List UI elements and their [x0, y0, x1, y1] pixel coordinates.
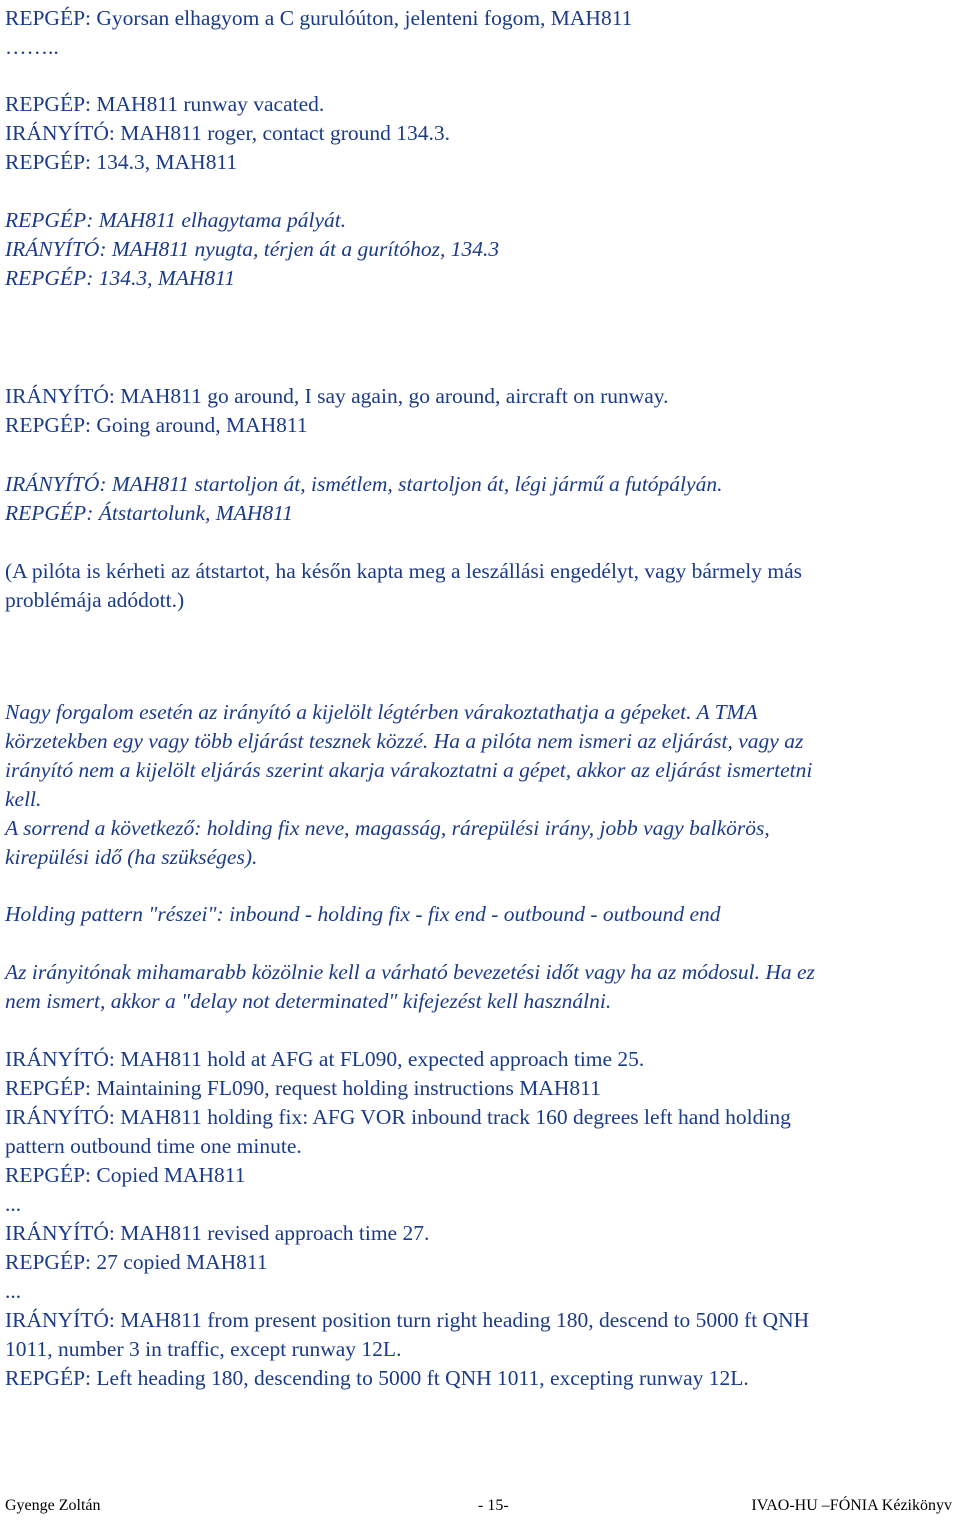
text-line: 1011, number 3 in traffic, except runway 12L.	[5, 1337, 402, 1361]
text-line: irányító nem a kijelölt eljárás szerint akarja várakoztatni a gépet, akkor az eljárást ismertetni	[5, 758, 813, 782]
text-line: IRÁNYÍTÓ: MAH811 hold at AFG at FL090, expected approach time 25.	[5, 1047, 645, 1071]
text-line: ...	[5, 1279, 22, 1303]
footer-author: Gyenge Zoltán	[5, 1497, 101, 1514]
text-line: kell.	[5, 787, 42, 811]
text-line: REPGÉP: Copied MAH811	[5, 1163, 246, 1187]
footer-page-number: - 15-	[478, 1497, 509, 1514]
text-line: REPGÉP: 27 copied MAH811	[5, 1250, 268, 1274]
text-line: Nagy forgalom esetén az irányító a kijelölt légtérben várakoztathatja a gépeket. A TMA	[5, 700, 758, 724]
text-line: REPGÉP: Átstartolunk, MAH811	[5, 501, 294, 525]
footer-title: IVAO-HU –FÓNIA Kézikönyv	[751, 1497, 952, 1514]
text-line: IRÁNYÍTÓ: MAH811 startoljon át, ismétlem, startoljon át, légi jármű a futópályán.	[5, 472, 723, 496]
text-line: IRÁNYÍTÓ: MAH811 revised approach time 27.	[5, 1221, 430, 1245]
text-line: REPGÉP: 134.3, MAH811	[5, 266, 236, 290]
text-line: IRÁNYÍTÓ: MAH811 holding fix: AFG VOR inbound track 160 degrees left hand holding	[5, 1105, 791, 1129]
text-line: A sorrend a következő: holding fix neve, magasság, rárepülési irány, jobb vagy balkörös,	[5, 816, 770, 840]
text-line: Holding pattern "részei": inbound - holding fix - fix end - outbound - outbound end	[5, 902, 721, 926]
text-line: IRÁNYÍTÓ: MAH811 from present position turn right heading 180, descend to 5000 ft QNH	[5, 1308, 810, 1332]
text-line: ...	[5, 1192, 22, 1216]
text-line: problémája adódott.)	[5, 588, 185, 612]
text-line: ……..	[5, 35, 59, 59]
text-line: REPGÉP: Gyorsan elhagyom a C gurulóúton, jelenteni fogom, MAH811	[5, 6, 633, 30]
text-line: IRÁNYÍTÓ: MAH811 go around, I say again, go around, aircraft on runway.	[5, 384, 669, 408]
text-line: IRÁNYÍTÓ: MAH811 roger, contact ground 134.3.	[5, 121, 450, 145]
text-line: (A pilóta is kérheti az átstartot, ha későn kapta meg a leszállási engedélyt, vagy bármely más	[5, 559, 803, 583]
text-line: REPGÉP: Maintaining FL090, request holding instructions MAH811	[5, 1076, 601, 1100]
text-line: pattern outbound time one minute.	[5, 1134, 302, 1158]
text-line: REPGÉP: MAH811 runway vacated.	[5, 92, 325, 116]
text-line: REPGÉP: MAH811 elhagytama pályát.	[5, 208, 347, 232]
text-line: REPGÉP: 134.3, MAH811	[5, 150, 238, 174]
text-line: IRÁNYÍTÓ: MAH811 nyugta, térjen át a gurítóhoz, 134.3	[5, 237, 500, 261]
text-line: kirepülési idő (ha szükséges).	[5, 845, 258, 869]
text-line: körzetekben egy vagy több eljárást tesznek közzé. Ha a pilóta nem ismeri az eljárást, vagy az	[5, 729, 804, 753]
text-line: REPGÉP: Going around, MAH811	[5, 413, 308, 437]
text-line: REPGÉP: Left heading 180, descending to 5000 ft QNH 1011, excepting runway 12L.	[5, 1366, 749, 1390]
text-line: Az irányitónak mihamarabb közölnie kell a várható bevezetési időt vagy ha az módosul. Ha ez	[5, 960, 815, 984]
text-line: nem ismert, akkor a "delay not determinated" kifejezést kell használni.	[5, 989, 612, 1013]
